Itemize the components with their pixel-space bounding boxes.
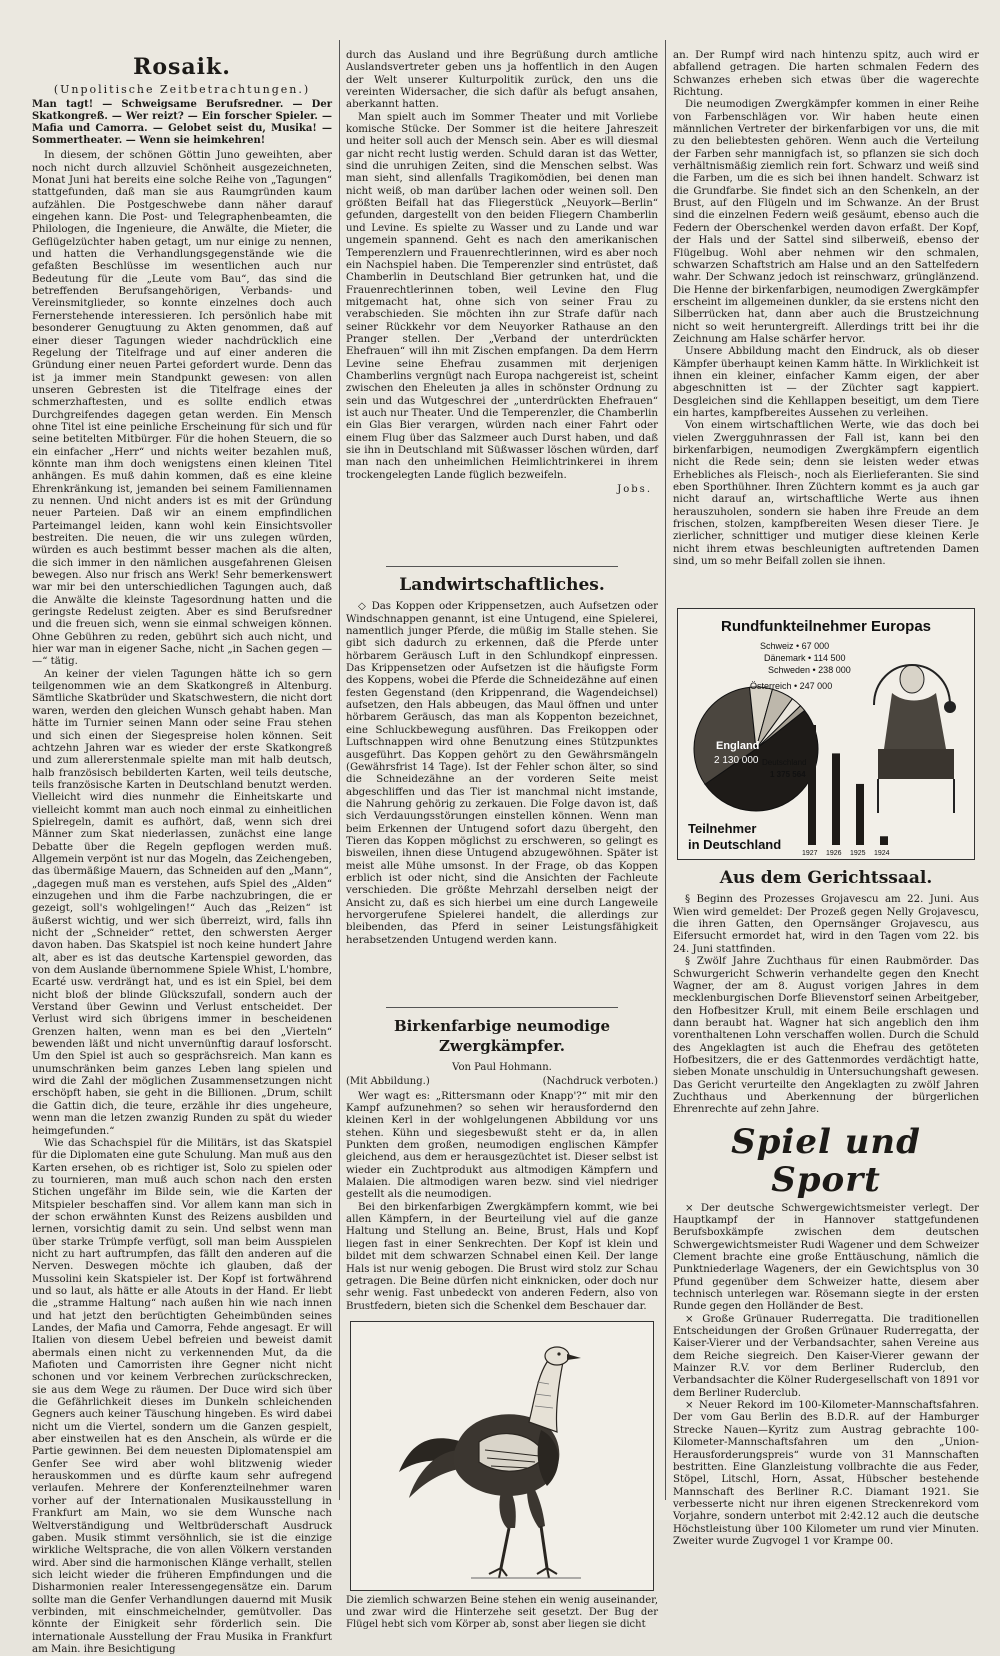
country-label: Dänemark • 114 500 (764, 653, 846, 664)
year-label-1927: 1927 (802, 850, 818, 858)
year-label-1924: 1924 (874, 850, 890, 858)
reprint-note: (Nachdruck verboten.) (542, 1076, 658, 1088)
england-label: England (716, 740, 760, 753)
article-paragraph: Wer wagt es: „Rittersmann oder Knapp'?“ mit mir den Kampf aufzunehmen? so sehen wir herausfordernd den kleinen Kerl in der wohlgelungenen Abbildung vor uns stehen. Kühn und siegesbewußt steht er da, in allen Punkten dem großen, neumodigen englischen Kämpfer gleichend, aus dem er herausgezüchtet ist. Dieser selbst ist wieder ein Zuchtprodukt aus altmodigen Kämpfern und Malaien. Die altmodigen waren bezw. sind viel niedriger gestellt als die neumodigen. (346, 1090, 658, 1201)
article-paragraph: Wie das Schachspiel für die Militärs, ist das Skatspiel für die Diplomaten eine gute Schulung. Man muß aus den Karten ersehen, ob es richtiger ist, Solo zu spielen oder zu tournieren, man muß auch schon nach den ersten Stichen ungefähr im Bilde sein, wie die Karten der Mitspieler beschaffen sind. Vor allem kann man sich in der schon erwähnten Kunst des Reizens ausbilden und lernen, vorsichtig damit zu sein. Und selbst wenn man über starke Trümpfe verfügt, soll man beim Ausspielen nicht zu hart auftrumpfen, das fällt den anderen auf die Nerven. Deswegen möchte ich glauben, daß der Mussolini kein Skatspieler ist. Der Kopf ist fortwährend und so laut, als hätte er alle Atouts in der Hand. Er liebt die „stramme Haltung“ nach außen hin wie nach innen und hat jetzt den berüchtigten Geheimbünden seines Landes, der Mafia und Camorra, Fehde angesagt. Er will Italien von diesem Uebel befreien und beweist damit abermals einen nicht zu verkennenden Mut, da die Mafioten und Camorristen ihre Gegner nicht nicht schonen und vor keinem Verbrechen zurückschrecken, sie aus dem Wege zu räumen. Der Duce wird sich über die Gefährlichkeit dieses im Dunkeln schleichenden Gegners auch keiner Täuschung hingeben. Es wird dabei nicht um die Viertel, sondern um die Ganzen gespielt, aber einstweilen hat es den Anschein, als würde er die Partie gewinnen. Bei dem neuesten Diplomatenspiel am Genfer See wird aber wohl blitzwenig wieder herauskommen und es dürfte kaum sehr aufregend verlaufen. Mehrere der Konferenzteilnehmer waren vorher auf der Internationalen Musikausstellung in Frankfurt am Main, wo sie dem Wunsche nach Weltverständigung und Weltbrüderschaft Ausdruck gaben. Musik stimmt versöhnlich, sie ist die einzige wirkliche Weltsprache, die von allen Völkern verstanden wird. Aber sind die harmonischen Klänge verhallt, stellen sich leicht wieder die früheren Empfindungen und die Disharmonien realer Interessengegensätze ein. Darum sollte man die Genfer Verhandlungen dauernd mit Musik verbinden, mit einschmeichelnder, gemütvoller. Das könnte der Einigkeit sehr förderlich sein. Die internationale Ausstellung der Frau Musika in Frankfurt am Main. ihre Besichtigung (32, 1137, 333, 1655)
country-label: Österreich • 247 000 (750, 681, 833, 692)
court-heading: Aus dem Gerichtssaal. (719, 868, 933, 889)
germany-value: 1 375 564 (770, 770, 806, 780)
author-signature: Jobs. (617, 484, 652, 496)
radio-listeners-chart (678, 609, 974, 859)
sport-heading: Spiel und Sport (731, 1121, 921, 1200)
country-label: Schweiz • 67 000 (760, 641, 830, 652)
feuilleton-subtitle: (Unpolitische Zeitbetrachtungen.) (53, 83, 311, 96)
article-paragraph: Von einem wirtschaftlichen Werte, wie das doch bei vielen Zwergguhnrassen der Fall ist, kann bei den birkenfarbigen, neumodigen Zwergkämpfern eigentlich nicht die Rede sein; denn sie leisten weder etwas Erhebliches als Fleisch-, noch als Eierlieferanten. Sie sind eben Sporthühner. Ihren Züchtern kommt es ja auch gar nicht darauf an, wirtschaftliche Werte aus ihnen herauszuholen, sondern sie haben ihre Freude an dem frischen, stolzen, kampfbereiten Wesen dieser Tiere. Je zierlicher, schnittiger und mutiger diese kleinen Kerle nicht ihrem etwas beschleunigten auftretenden Damen sind, um so mehr Beifall zollen sie ihnen. (673, 420, 979, 568)
column-rule (665, 40, 666, 1500)
bar-1924 (880, 837, 888, 846)
year-label-1926: 1926 (826, 850, 842, 858)
bird-caption: Die ziemlich schwarzen Beine stehen ein wenig auseinander, und zwar wird die Hinterzehe seit gesetzt. Der Bug der Flügel hebt sich vom Körper ab, sonst aber liegen sie dicht (346, 1594, 658, 1630)
bottom-title-1: Teilnehmer (688, 821, 757, 837)
feuilleton-title: Rosaik. (133, 54, 231, 80)
feuilleton-teaser: Man tagt! — Schweigsame Berufsredner. — Der Skatkongreß. — Wer reizt? — Ein forscher Spieler. — Mafia und Camorra. — Gelobet seist du, Musika! — Sommertheater. — Wenn sie heimkehren! (32, 99, 332, 147)
agriculture-heading: Landwirtschaftliches. (399, 575, 605, 596)
illustration-note: (Mit Abbildung.) (346, 1076, 430, 1088)
article-paragraph: ◇ Das Koppen oder Krippensetzen, auch Aufsetzen oder Windschnappen genannt, ist eine Untugend, eine Spielerei, namentlich junger Pferde, die müßig im Stalle stehen. Sie gibt sich dadurch zu erkennen, daß die Pferde unter hörbarem Geräusch Luft in den Schlundkopf einpressen. Das Krippensetzen oder Aufsetzen ist die häufigste Form des Koppens, wobei die Pferde die Schneidezähne auf einen festen Gegenstand (den Krippenrand, die Wagendeichsel) aufsetzen, den Hals abbeugen, das Maul öffnen und unter hörbarem Geräusch, das man als Koppenton bezeichnet, eine Schluckbewegung ausführen. Das Freikoppen oder Luftschnappen wird ohne Benutzung eines Stützpunktes ausgeführt. Das Koppen gehört zu den Gewährsmängeln (Gewährsfrist 14 Tage). Ist der Fehler schon älter, so sind die Schneidezähne an der vorderen Seite meist abgeschliffen und das Tier ist manchmal nicht imstande, die Nahrung gehörig zu zerkauen. Die Folge davon ist, daß sich Verdauungsstörungen einstellen können. Wenn man beim Erkennen der Untugend sofort dazu übergeht, den Tieren das Koppen möglichst zu erschweren, so gelingt es bisweilen, ihnen diese Untugend abzugewöhnen. Später ist meist alle Mühe umsonst. In der Frage, ob das Koppen erblich ist oder nicht, sind die Ansichten der Fachleute verschieden. Die größte Mehrzahl derselben neigt der Ansicht zu, daß es sich hierbei um eine durch Langeweile hervorgerufene Spielerei handelt, die allerdings zur bleibenden, das Pferd in seiner Leistungsfähigkeit herabsetzenden Untugend werden kann. (346, 601, 658, 946)
radio-listeners-infographic (677, 608, 975, 860)
bar-1926 (832, 754, 840, 846)
bantam-rooster-drawing (351, 1322, 651, 1590)
year-label-1925: 1925 (850, 850, 866, 858)
article-paragraph: an. Der Rumpf wird nach hintenzu spitz, auch wird er abfallend getragen. Die harten schmalen Federn des Schwanzes erheben sich etwas über die wagerechte Richtung. (673, 50, 979, 99)
article-paragraph: § Beginn des Prozesses Grojavescu am 22. Juni. Aus Wien wird gemeldet: Der Prozeß gegen Nelly Grojavescu, die ihren Gatten, den Opernsänger Grojavescu, aus Eifersucht ermordet hat, wird in den Tagen vom 22. bis 24. Juni stattfinden. (673, 894, 979, 955)
article-paragraph: × Der deutsche Schwergewichtsmeister verlegt. Der Hauptkampf der in Hannover stattgefundenen Berufsboxkämpfe zwischen dem deutschen Schwergewichtsmeister Rudi Wagener und dem Schweizer Clement brachte eine große Enttäuschung, nämlich die Punktniederlage Wageners, der ein Gewichtsplus von 30 Pfund gegenüber dem Schweizer hatte, diesem aber technisch unterlegen war. Rösemann siegte in der ersten Runde gegen den Holländer de Best. (673, 1202, 979, 1313)
section-divider (386, 1007, 618, 1008)
country-label: Schweden • 238 000 (768, 665, 851, 676)
england-value: 2 130 000 (714, 755, 759, 767)
radio-listener-figure (874, 665, 956, 813)
bar-chart (802, 725, 890, 857)
bar-1925 (856, 784, 864, 845)
article-paragraph: Bei den birkenfarbigen Zwergkämpfern kommt, wie bei allen Kämpfern, in der Beurteilung viel auf die ganze Haltung und Stellung an. Beine, Brust, Hals und Kopf liegen fast in einer Senkrechten. Der Kopf ist klein und bildet mit dem schwarzen Schnabel einen Keil. Der lange Hals ist nur wenig gebogen. Die Brust wird stolz zur Schau getragen. Die Beine dürfen nicht einknicken, oder doch nur sehr wenig. Fast unbedeckt von anderen Federn, also von Brustfedern, bieten sich die Schenkel dem Beschauer dar. (346, 1201, 658, 1312)
bar-1927 (808, 725, 816, 845)
chart-title: Rundfunkteilnehmer Europas (720, 618, 932, 636)
bird-article-byline: Von Paul Hohmann. (452, 1062, 552, 1073)
bantam-illustration (350, 1321, 654, 1591)
article-paragraph: Die neumodigen Zwergkämpfer kommen in einer Reihe von Farbenschlägen vor. Wir haben heute einen männlichen Vertreter der birkenfarbigen vor uns, die mit zu den beliebtesten gehören. Wenn auch die Verteilung der Farben sehr mannigfach ist, so pflanzen sie sich doch verhältnismäßig ziemlich rein fort. Schwarz und weiß sind die Farben, um die es sich bei ihnen handelt. Schwarz ist die Grundfarbe. Sie findet sich an den Schenkeln, an der Brust, auf den Flügeln und im Schwanze. An der Brust sind die einzelnen Federn weiß gesäumt, ebenso auch die Federn der Oberschenkel werden davon erfaßt. Der Kopf, der Hals und der Sattel sind silberweiß, ebenso der Flügelbug. Wohl aber nehmen wir den schmalen, schwarzen Schaftstrich am Halse und an den Sattelfedern wahr. Der Schwanz jedoch ist reinschwarz, grünglänzend. Die Henne der birkenfarbigen, neumodigen Zwergkämpfer erscheint im allgemeinen dunkler, da sie erstens nicht den Silberrücken hat, dann aber auch die Brustzeichnung nicht so weit heruntergreift. Allerdings tritt bei ihr die Zeichnung am Halse schärfer hervor. (673, 99, 979, 345)
article-paragraph: durch das Ausland und ihre Begrüßung durch amtliche Auslandsvertreter geben uns ja hoffentlich in den Augen der Welt unserer Kulturpolitik zurück, den uns die vereinten Widersacher, die sich dafür als befugt ansahen, aberkannt hatten. (346, 50, 658, 111)
column-2 (346, 50, 658, 1630)
sport-section-logo (673, 1123, 979, 1199)
article-paragraph: In diesem, der schönen Göttin Juno geweihten, aber noch nicht durch allzuviel Schönheit ausgezeichneten, Monat Juni hat bereits eine solche Reihe von „Tagungen“ stattgefunden, daß man sie aus Raumgründen kaum aufzählen. Die Postgeschwebe dann näher darauf eingehen kann. Die Post- und Telegraphenbeamten, die Philologen, die Ingenieure, die Anwälte, die Mieter, die Geflügelzüchter haben getagt, um nur einige zu nennen, und hatten die Verhandlungsgegenstände wie die gefaßten Beschlüsse im wesentlichen auch nur Bedeutung für die „Leute vom Bau“, das sind die betreffenden Berufsangehörigen, Verbands- und Vereinsmitglieder, so konnte einzelnes doch auch Fernerstehende interessieren. Ich persönlich habe mit besonderer Genugtuung zu Akten genommen, daß auf einer dieser Tagungen wieder nachdrücklich eine Regelung der Titelfrage und auf einer anderen die Gründung einer neuen Partei gefordert wurde. Denn das ist ja immer mein Standpunkt gewesen: von allen unseren Gebresten ist die Titelfrage eines der schmerzhaftesten, und es sollte endlich etwas Durchgreifendes dagegen getan werden. Ein Mensch ohne Titel ist eine peinliche Erscheinung für sich und für seine betitelten Mitbürger. Für die hohen Steuern, die so ein einfacher „Herr“ und nichts weiter bezahlen muß, könnte man ihm doch wenigstens einen kleinen Titel anhängen. Es muß dahin kommen, daß es eine kleine Ehrenkränkung ist, jemanden bei seinem Familiennamen zu nennen. Und nicht anders ist es mit der Gründung neuer Parteien. Daß wir an einem empfindlichen Parteimangel leiden, kann wohl kein Einsichtsvoller bestreiten. Die neuen, die wir uns zulegen würden, würden es auch bestimmt besser machen als die alten, die sich immer in den nämlichen ausgefahrenen Gleisen bewegen. Also nur frisch ans Werk! Sehr bemerkenswert war mir bei den unterschiedlichen Tagungen auch, daß die Anwälte die kleinste Tagesordnung hatten und die geringste Redelust zeigten. Aber es sind Berufsredner und die freuen sich, wenn sie einmal schweigen können. Ohne Gebühren zu reden, gebührt sich auch nicht, und hier war man in eigener Sache, nicht „in Sachen gegen — —“ tätig. (32, 150, 332, 668)
article-paragraph: An keiner der vielen Tagungen hätte ich so gern teilgenommen wie an dem Skatkongreß in Altenburg. Sämtliche Skatbrüder und Skatschwestern, die nicht dort waren, werden den gleichen Wunsch gehabt haben. Man hätte im Turnier seinen Mann oder seine Frau stehen und sich einen der Siegespreise holen können. Seit achtzehn Jahren war es wieder der erste Skatkongreß und zum allererstenmale spielte man mit halb deutsch, halb französisch bebilderten Karten, weil teils deutsche, teils französische Karten in Deutschland benutzt werden. Vielleicht wird dies nunmehr die Einheitskarte und vielleicht kommt man auch noch einmal zu einheitlichen Spielregeln, damit es aufhört, daß, wenn sich drei Männer zum Skat niederlassen, zunächst eine lange Debatte über die Regeln gepflogen werden muß. Allgemein verpönt ist nur das Mogeln, das Zeichengeben, das übermäßige Mauern, das Schneiden auf den „Mann“, „dagegen muß man es verstehen, aufs Spiel des „Alden“ einzugehen und ihm die Farbe nachzubringen, die er gezeigt, soll's wohlgelingen!“ Auch das „Reizen“ ist äußerst wichtig, und wer sich überreizt, wird, falls ihn nicht der „Schneider“ rettet, den schwersten Aerger davon haben. Das Skatspiel ist noch keine hundert Jahre alt, aber es ist das deutsche Kartenspiel geworden, das von dem Auslande übernommene Spiele Whist, L'hombre, Ecarté usw. verdrängt hat, und es ist ein Spiel, bei dem nicht bloß der blinde Glückszufall, sondern auch der Verstand über Gewinn und Verlust entscheidet. Der Verlust wird sich übrigens immer in bescheidenen Grenzen halten, wenn man es bei den „Vierteln“ bewenden läßt und nicht unvernünftig darauf losforscht. Um den Spiel ist auch so gesprächsreich. Man kann es unumschränken beim ganzes Leben lang spielen und wird die Zahl der möglichen Zusammensetzungen nicht erschöpft haben, sie geht in die Billionen. „Drum, schilt die Gattin dich, die teure, erzähle ihr dies ungeheure, wenn man die letzen zwanzig Runden zu spät du wieder heimgefunden.“ (32, 668, 332, 1137)
article-paragraph: Man spielt auch im Sommer Theater und mit Vorliebe komische Stücke. Der Sommer ist die heitere Jahreszeit und heiter soll auch der Mensch sein. Aber es will diesmal gar nicht recht lustig werden. Schuld daran ist das Wetter, sind die unruhigen Zeiten, sind die Menschen selbst. Was man sieht, sind allenfalls Tragikomödien, bei denen man nicht weiß, ob man darüber lachen oder weinen soll. Den größten Beifall hat das Fliegerstück „Neuyork—Berlin“ gefunden, dargestellt von den beiden Fliegern Chamberlin und Levine. Es spielte zu Wasser und zu Lande und war ungemein spannend. Geht es nach den amerikanischen Temperenzlern und Frauenrechtlerinnen, wird es aber noch ein Nachspiel haben. Die Temperenzler sind entrüstet, daß Chamberlin in Deutschland Bier getrunken hat, und die Frauenrechtlerinnen toben, weil Levine den Flug mitgemacht hat, ohne sich von seiner Frau zu verabschieden. Sie möchten ihn zur Strafe dafür nach seiner Rückkehr vor dem Neuyorker Rathause an den Pranger stellen. Der „Verband der unterdrückten Ehefrauen“ will ihn mit Zischen empfangen. Da dem Herrn Levine seine Ehefrau zusammen mit derjenigen Chamberlins vergnügt nach Europa nachgereist ist, scheint zwischen den Eheleuten ja alles in schönster Ordnung zu sein und das Wutgeschrei der „unterdrückten Ehefrauen“ ist auch nur Theater. Und die Temperenzler, die Chamberlin ein Glas Bier verargen, würden nach einer Fahrt oder einem Flug über das Salzmeer auch Durst haben, und daß sie ihn in Deutschland mit Süßwasser löschen würden, darf man nach den unheimlichen Heimlichtrinkerei in ihrem trockengelegten Lande füglich bezweifeln. (346, 111, 658, 481)
article-paragraph: × Große Grünauer Ruderregatta. Die traditionellen Entscheidungen der Großen Grünauer Ruderregatta, der Kaiser-Vierer und der Verbandsachter, sahen Vereine aus dem Reiche siegreich. Den Kaiser-Vierer gewann der Mainzer R.V. vor dem Berliner Ruderclub, den Verbandsachter die Kölner Rudergesellschaft von 1891 vor dem Berliner Ruderclub. (673, 1313, 979, 1399)
section-divider (386, 566, 618, 567)
column-1 (32, 50, 333, 1655)
article-paragraph: × Neuer Rekord im 100-Kilometer-Mannschaftsfahren. Der vom Gau Berlin des B.D.R. auf der Hamburger Strecke Nauen—Kyritz zum Austrag gebrachte 100-Kilometer-Mannschaftsfahren um den „Union-Herausforderungspreis“ wurde von 31 Mannschaften bestritten. Eine Glanzleistung vollbrachte die aus Feder, Stöpel, Litschl, Horn, Assat, Hübscher bestehende Mannschaft des Berliner R.C. Diamant 1921. Sie verbesserte nicht nur ihren eigenen Streckenrekord vom Vorjahre, sondern unterbot mit 2:42.12 auch die deutsche Höchstleistung über 100 Kilometer um rund vier Minuten. Zweiter wurde Zugvogel 1 vor Krampe 00. (673, 1400, 979, 1547)
article-paragraph: Unsere Abbildung macht den Eindruck, als ob dieser Kämpfer überhaupt keinen Kamm hätte. In Wirklichkeit ist ihnen ein kleiner, einfacher Kamm eigen, der aber abgeschnitten ist — der Züchter sagt kappiert. Desgleichen sind die Kehllappen beseitigt, um dem Tiere ein hartes, kampfbereites Aussehen zu verleihen. (673, 346, 979, 419)
germany-label: Deutschland (762, 758, 807, 768)
column-rule (339, 40, 340, 1500)
bottom-title-2: in Deutschland (688, 837, 782, 853)
bird-article-notes (346, 1076, 658, 1088)
article-paragraph: § Zwölf Jahre Zuchthaus für einen Raubmörder. Das Schwurgericht Schwerin verhandelte gegen den Knecht Wagner, der am 8. August vorigen Jahres in dem mecklenburgischen Dorfe Blievenstorf seinen Arbeitgeber, den Hofbesitzer Krull, mit einem Beile erschlagen und dann beraubt hat. Wagner hat sich angeblich den ihm vorenthaltenen Lohn verschaffen wollen. Durch die Schuld des Angeklagten ist auch die Ehefrau des getöteten Hofbesitzers, die er des Gattenmordes verdächtigt hatte, sieben Monate unschuldig in Untersuchungshaft gewesen. Das Gericht verurteilte den Angeklagten zu zwölf Jahren Zuchthaus und Aberkennung der bürgerlichen Ehrenrechte auf zehn Jahre. (673, 956, 979, 1116)
bird-article-heading: Birkenfarbige neumodige Zwergkämpfer. (393, 1017, 611, 1055)
column-3 (673, 50, 979, 1547)
